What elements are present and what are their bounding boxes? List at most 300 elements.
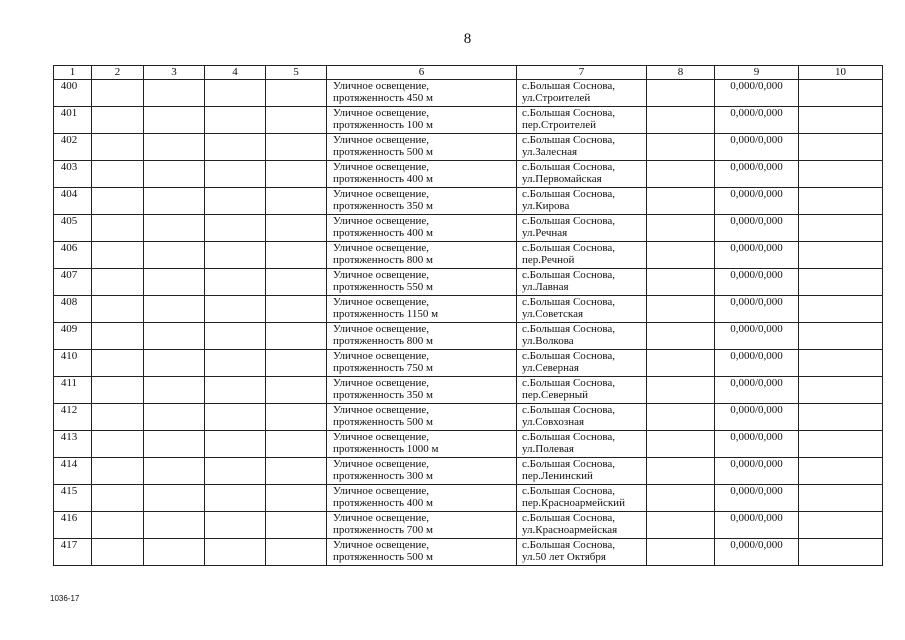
cell-col-3	[144, 458, 205, 485]
location-cell-line: пер.Красноармейский	[522, 497, 625, 509]
cell-col-3	[144, 431, 205, 458]
column-header-10: 10	[799, 66, 883, 80]
location-cell	[517, 269, 647, 296]
cell-col-3	[144, 269, 205, 296]
location-cell	[517, 350, 647, 377]
cell-col-10	[799, 539, 883, 566]
cell-col-10	[799, 188, 883, 215]
cell-col-4	[205, 377, 266, 404]
description-cell-line: Уличное освещение,	[333, 80, 430, 92]
cell-col-8	[647, 188, 715, 215]
description-cell	[327, 161, 517, 188]
cell-col-8	[647, 269, 715, 296]
cell-col-4	[205, 485, 266, 512]
location-cell	[517, 80, 647, 107]
column-header-7: 7	[517, 66, 647, 80]
description-cell-line: Уличное освещение,	[333, 161, 430, 173]
location-cell-line: ул.Кирова	[522, 200, 570, 212]
location-cell	[517, 377, 647, 404]
location-cell	[517, 458, 647, 485]
location-cell	[517, 512, 647, 539]
cell-col-10	[799, 134, 883, 161]
location-cell	[517, 431, 647, 458]
value-cell	[715, 539, 799, 566]
location-cell-line: ул.Полевая	[522, 443, 574, 455]
cell-col-5	[266, 269, 327, 296]
description-cell-line: Уличное освещение,	[333, 431, 430, 443]
row-number-cell	[54, 269, 92, 296]
value-cell	[715, 161, 799, 188]
description-cell-line: протяженность 350 м	[333, 200, 434, 212]
location-cell	[517, 215, 647, 242]
table-header-row	[54, 66, 883, 80]
row-number-cell	[54, 539, 92, 566]
row-number-cell-line: 404	[60, 188, 78, 200]
row-number-cell	[54, 404, 92, 431]
location-cell-line: с.Большая Соснова,	[522, 134, 616, 146]
cell-col-8	[647, 80, 715, 107]
cell-col-5	[266, 161, 327, 188]
description-cell	[327, 134, 517, 161]
column-header-2: 2	[92, 66, 144, 80]
description-cell-line: Уличное освещение,	[333, 539, 430, 551]
row-number-cell-line: 409	[60, 323, 78, 335]
location-cell-line: ул.Первомайская	[522, 173, 602, 185]
location-cell	[517, 404, 647, 431]
cell-col-2	[92, 215, 144, 242]
value-cell-line: 0,000/0,000	[730, 269, 783, 281]
cell-col-3	[144, 242, 205, 269]
cell-col-10	[799, 269, 883, 296]
row-number-cell-line: 413	[60, 431, 78, 443]
description-cell-line: протяженность 1150 м	[333, 308, 439, 320]
cell-col-10	[799, 80, 883, 107]
table-row	[54, 188, 883, 215]
cell-col-3	[144, 296, 205, 323]
location-cell-line: с.Большая Соснова,	[522, 188, 616, 200]
location-cell-line: с.Большая Соснова,	[522, 485, 616, 497]
cell-col-4	[205, 161, 266, 188]
row-number-cell	[54, 377, 92, 404]
cell-col-2	[92, 188, 144, 215]
cell-col-10	[799, 485, 883, 512]
cell-col-5	[266, 188, 327, 215]
cell-col-10	[799, 350, 883, 377]
table-row	[54, 431, 883, 458]
cell-col-3	[144, 350, 205, 377]
row-number-cell	[54, 161, 92, 188]
value-cell	[715, 512, 799, 539]
description-cell	[327, 323, 517, 350]
table-row	[54, 323, 883, 350]
value-cell-line: 0,000/0,000	[730, 134, 783, 146]
location-cell-line: с.Большая Соснова,	[522, 512, 616, 524]
description-cell-line: протяженность 800 м	[333, 335, 434, 347]
cell-col-8	[647, 134, 715, 161]
row-number-cell-line: 408	[60, 296, 78, 308]
location-cell-line: ул.Волкова	[522, 335, 574, 347]
cell-col-4	[205, 512, 266, 539]
table-row	[54, 161, 883, 188]
value-cell	[715, 188, 799, 215]
row-number-cell-line: 411	[60, 377, 78, 389]
table-row	[54, 539, 883, 566]
location-cell	[517, 242, 647, 269]
cell-col-10	[799, 296, 883, 323]
footer-code: 1036-17	[50, 594, 80, 603]
cell-col-4	[205, 350, 266, 377]
description-cell-line: протяженность 400 м	[333, 497, 434, 509]
location-cell-line: ул.Советская	[522, 308, 584, 320]
description-cell-line: протяженность 700 м	[333, 524, 434, 536]
cell-col-4	[205, 539, 266, 566]
cell-col-8	[647, 485, 715, 512]
description-cell-line: Уличное освещение,	[333, 269, 430, 281]
cell-col-4	[205, 188, 266, 215]
row-number-cell-line: 410	[60, 350, 78, 362]
row-number-cell	[54, 134, 92, 161]
description-cell-line: протяженность 100 м	[333, 119, 434, 131]
value-cell-line: 0,000/0,000	[730, 458, 783, 470]
description-cell-line: протяженность 550 м	[333, 281, 434, 293]
location-cell-line: с.Большая Соснова,	[522, 350, 616, 362]
description-cell-line: Уличное освещение,	[333, 485, 430, 497]
value-cell	[715, 107, 799, 134]
cell-col-4	[205, 215, 266, 242]
location-cell	[517, 188, 647, 215]
location-cell-line: с.Большая Соснова,	[522, 431, 616, 443]
row-number-cell-line: 403	[60, 161, 78, 173]
location-cell	[517, 296, 647, 323]
row-number-cell-line: 412	[60, 404, 78, 416]
row-number-cell	[54, 485, 92, 512]
location-cell-line: пер.Речной	[522, 254, 575, 266]
cell-col-4	[205, 323, 266, 350]
value-cell-line: 0,000/0,000	[730, 161, 783, 173]
cell-col-8	[647, 458, 715, 485]
value-cell-line: 0,000/0,000	[730, 404, 783, 416]
cell-col-2	[92, 485, 144, 512]
description-cell-line: протяженность 500 м	[333, 551, 434, 563]
row-number-cell	[54, 512, 92, 539]
description-cell-line: протяженность 1000 м	[333, 443, 439, 455]
description-cell	[327, 80, 517, 107]
value-cell	[715, 377, 799, 404]
location-cell-line: с.Большая Соснова,	[522, 242, 616, 254]
row-number-cell-line: 401	[60, 107, 78, 119]
value-cell-line: 0,000/0,000	[730, 323, 783, 335]
cell-col-4	[205, 134, 266, 161]
description-cell-line: Уличное освещение,	[333, 215, 430, 227]
location-cell-line: ул.Совхозная	[522, 416, 585, 428]
location-cell-line: ул.Речная	[522, 227, 568, 239]
row-number-cell-line: 406	[60, 242, 78, 254]
description-cell	[327, 350, 517, 377]
row-number-cell	[54, 215, 92, 242]
value-cell	[715, 350, 799, 377]
cell-col-2	[92, 458, 144, 485]
cell-col-2	[92, 404, 144, 431]
cell-col-4	[205, 269, 266, 296]
location-cell-line: ул.Залесная	[522, 146, 578, 158]
cell-col-4	[205, 296, 266, 323]
description-cell-line: Уличное освещение,	[333, 188, 430, 200]
location-cell-line: с.Большая Соснова,	[522, 296, 616, 308]
cell-col-2	[92, 134, 144, 161]
cell-col-8	[647, 107, 715, 134]
table-row	[54, 269, 883, 296]
cell-col-4	[205, 80, 266, 107]
cell-col-8	[647, 431, 715, 458]
cell-col-2	[92, 377, 144, 404]
description-cell-line: Уличное освещение,	[333, 377, 430, 389]
cell-col-10	[799, 107, 883, 134]
description-cell-line: Уличное освещение,	[333, 350, 430, 362]
cell-col-2	[92, 80, 144, 107]
row-number-cell-line: 416	[60, 512, 78, 524]
cell-col-8	[647, 215, 715, 242]
value-cell-line: 0,000/0,000	[730, 539, 783, 551]
description-cell-line: протяженность 350 м	[333, 389, 434, 401]
description-cell-line: Уличное освещение,	[333, 404, 430, 416]
location-cell-line: с.Большая Соснова,	[522, 377, 616, 389]
cell-col-4	[205, 404, 266, 431]
value-cell-line: 0,000/0,000	[730, 485, 783, 497]
description-cell	[327, 188, 517, 215]
table-row	[54, 377, 883, 404]
table-row	[54, 215, 883, 242]
cell-col-4	[205, 458, 266, 485]
location-cell	[517, 485, 647, 512]
value-cell-line: 0,000/0,000	[730, 215, 783, 227]
table-row	[54, 485, 883, 512]
cell-col-10	[799, 161, 883, 188]
description-cell	[327, 377, 517, 404]
description-cell	[327, 242, 517, 269]
location-cell	[517, 107, 647, 134]
cell-col-3	[144, 80, 205, 107]
row-number-cell	[54, 188, 92, 215]
row-number-cell	[54, 296, 92, 323]
cell-col-2	[92, 323, 144, 350]
row-number-cell-line: 400	[60, 80, 78, 92]
cell-col-10	[799, 512, 883, 539]
description-cell-line: Уличное освещение,	[333, 296, 430, 308]
cell-col-8	[647, 161, 715, 188]
cell-col-4	[205, 431, 266, 458]
value-cell	[715, 404, 799, 431]
value-cell-line: 0,000/0,000	[730, 188, 783, 200]
location-cell	[517, 134, 647, 161]
table-body	[54, 66, 883, 566]
description-cell	[327, 269, 517, 296]
cell-col-2	[92, 296, 144, 323]
value-cell	[715, 431, 799, 458]
description-cell	[327, 107, 517, 134]
cell-col-2	[92, 512, 144, 539]
table-row	[54, 350, 883, 377]
row-number-cell-line: 402	[60, 134, 78, 146]
value-cell	[715, 134, 799, 161]
value-cell-line: 0,000/0,000	[730, 512, 783, 524]
description-cell-line: Уличное освещение,	[333, 242, 430, 254]
location-cell-line: ул.Красноармейская	[522, 524, 618, 536]
description-cell	[327, 458, 517, 485]
cell-col-5	[266, 485, 327, 512]
table-row	[54, 242, 883, 269]
cell-col-5	[266, 215, 327, 242]
row-number-cell-line: 417	[60, 539, 78, 551]
description-cell	[327, 485, 517, 512]
location-cell-line: с.Большая Соснова,	[522, 107, 616, 119]
row-number-cell	[54, 242, 92, 269]
location-cell-line: ул.Строителей	[522, 92, 591, 104]
description-cell-line: Уличное освещение,	[333, 107, 430, 119]
cell-col-10	[799, 404, 883, 431]
column-header-8: 8	[647, 66, 715, 80]
cell-col-8	[647, 539, 715, 566]
cell-col-10	[799, 377, 883, 404]
location-cell	[517, 323, 647, 350]
description-cell-line: протяженность 750 м	[333, 362, 434, 374]
location-cell	[517, 161, 647, 188]
property-register-table	[53, 65, 883, 566]
description-cell-line: Уличное освещение,	[333, 512, 430, 524]
cell-col-3	[144, 134, 205, 161]
cell-col-10	[799, 458, 883, 485]
table-row	[54, 296, 883, 323]
column-header-4: 4	[205, 66, 266, 80]
value-cell-line: 0,000/0,000	[730, 350, 783, 362]
description-cell-line: протяженность 400 м	[333, 173, 434, 185]
cell-col-10	[799, 323, 883, 350]
location-cell-line: с.Большая Соснова,	[522, 269, 616, 281]
column-header-5: 5	[266, 66, 327, 80]
cell-col-3	[144, 377, 205, 404]
description-cell-line: Уличное освещение,	[333, 458, 430, 470]
description-cell	[327, 215, 517, 242]
row-number-cell	[54, 458, 92, 485]
column-header-9: 9	[715, 66, 799, 80]
location-cell-line: пер.Ленинский	[522, 470, 593, 482]
row-number-cell-line: 415	[60, 485, 78, 497]
table-row	[54, 107, 883, 134]
description-cell	[327, 539, 517, 566]
cell-col-10	[799, 431, 883, 458]
description-cell	[327, 404, 517, 431]
value-cell-line: 0,000/0,000	[730, 242, 783, 254]
cell-col-4	[205, 242, 266, 269]
location-cell-line: с.Большая Соснова,	[522, 80, 616, 92]
cell-col-8	[647, 377, 715, 404]
description-cell-line: протяженность 300 м	[333, 470, 434, 482]
cell-col-5	[266, 539, 327, 566]
value-cell-line: 0,000/0,000	[730, 296, 783, 308]
cell-col-8	[647, 350, 715, 377]
cell-col-5	[266, 323, 327, 350]
cell-col-3	[144, 161, 205, 188]
location-cell-line: с.Большая Соснова,	[522, 323, 616, 335]
value-cell	[715, 242, 799, 269]
cell-col-2	[92, 539, 144, 566]
cell-col-5	[266, 80, 327, 107]
table-row	[54, 134, 883, 161]
row-number-cell-line: 414	[60, 458, 78, 470]
description-cell-line: Уличное освещение,	[333, 134, 430, 146]
cell-col-8	[647, 242, 715, 269]
value-cell-line: 0,000/0,000	[730, 377, 783, 389]
page-number: 8	[463, 31, 472, 47]
description-cell	[327, 431, 517, 458]
cell-col-5	[266, 242, 327, 269]
row-number-cell-line: 405	[60, 215, 78, 227]
location-cell-line: с.Большая Соснова,	[522, 404, 616, 416]
cell-col-5	[266, 350, 327, 377]
row-number-cell	[54, 350, 92, 377]
cell-col-2	[92, 431, 144, 458]
value-cell-line: 0,000/0,000	[730, 80, 783, 92]
cell-col-3	[144, 404, 205, 431]
location-cell-line: с.Большая Соснова,	[522, 215, 616, 227]
cell-col-5	[266, 296, 327, 323]
value-cell-line: 0,000/0,000	[730, 107, 783, 119]
value-cell	[715, 485, 799, 512]
value-cell	[715, 296, 799, 323]
cell-col-4	[205, 107, 266, 134]
value-cell	[715, 269, 799, 296]
table-row	[54, 80, 883, 107]
value-cell-line: 0,000/0,000	[730, 431, 783, 443]
location-cell-line: пер.Северный	[522, 389, 589, 401]
location-cell-line: ул.Лавная	[522, 281, 569, 293]
cell-col-2	[92, 107, 144, 134]
location-cell-line: пер.Строителей	[522, 119, 596, 131]
cell-col-3	[144, 485, 205, 512]
cell-col-2	[92, 242, 144, 269]
cell-col-3	[144, 107, 205, 134]
row-number-cell	[54, 431, 92, 458]
cell-col-10	[799, 215, 883, 242]
description-cell-line: протяженность 450 м	[333, 92, 434, 104]
cell-col-3	[144, 539, 205, 566]
location-cell-line: с.Большая Соснова,	[522, 161, 616, 173]
row-number-cell	[54, 80, 92, 107]
table-row	[54, 512, 883, 539]
table-row	[54, 458, 883, 485]
cell-col-8	[647, 323, 715, 350]
cell-col-8	[647, 512, 715, 539]
description-cell-line: протяженность 500 м	[333, 416, 434, 428]
value-cell	[715, 80, 799, 107]
description-cell	[327, 296, 517, 323]
row-number-cell-line: 407	[60, 269, 78, 281]
description-cell-line: протяженность 500 м	[333, 146, 434, 158]
cell-col-8	[647, 296, 715, 323]
table-row	[54, 404, 883, 431]
cell-col-5	[266, 404, 327, 431]
cell-col-2	[92, 161, 144, 188]
description-cell-line: протяженность 400 м	[333, 227, 434, 239]
value-cell	[715, 458, 799, 485]
cell-col-5	[266, 134, 327, 161]
row-number-cell	[54, 323, 92, 350]
location-cell	[517, 539, 647, 566]
cell-col-8	[647, 404, 715, 431]
location-cell-line: с.Большая Соснова,	[522, 458, 616, 470]
cell-col-5	[266, 512, 327, 539]
description-cell-line: Уличное освещение,	[333, 323, 430, 335]
description-cell	[327, 512, 517, 539]
